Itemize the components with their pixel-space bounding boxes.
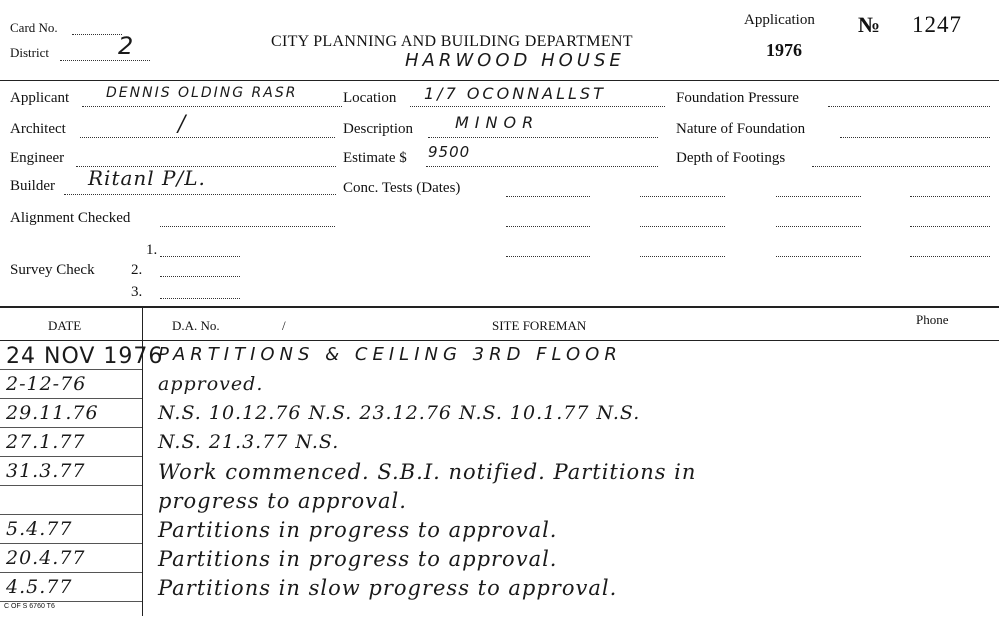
- conc-line-3a: [506, 256, 590, 257]
- row-rule: [0, 456, 142, 457]
- form-code: C OF S 6760 T6: [4, 603, 55, 610]
- architect-value: /: [178, 112, 187, 137]
- row-rule: [0, 427, 142, 428]
- survey-3-line: [160, 298, 240, 299]
- depth-footings-label: Depth of Footings: [676, 150, 786, 166]
- row-date: 24 NOV 1976: [6, 344, 164, 369]
- row-rule: [0, 514, 142, 515]
- description-value: MINOR: [455, 113, 540, 132]
- conc-line-2c: [776, 226, 861, 227]
- survey-1-label: 1.: [146, 242, 158, 258]
- survey-label: Survey Check: [10, 262, 95, 278]
- district-line: [60, 60, 150, 61]
- location-value: 1/7 OCONNALLST: [424, 84, 606, 103]
- col-slash-header: /: [282, 318, 286, 333]
- applicant-value: DENNIS OLDING RASR: [106, 85, 298, 101]
- district-label: District: [10, 45, 49, 60]
- row-rule: [0, 485, 142, 486]
- conc-line-2b: [640, 226, 725, 227]
- district-value: 2: [118, 32, 137, 60]
- row-rule: [0, 398, 142, 399]
- row-entry: Partitions in slow progress to approval.: [158, 576, 618, 600]
- application-label: Application: [744, 12, 815, 28]
- description-label: Description: [343, 121, 413, 137]
- col-phone-header: Phone: [916, 312, 949, 327]
- row-date: 27.1.77: [6, 431, 86, 453]
- conc-line-2a: [506, 226, 590, 227]
- applicant-label: Applicant: [10, 90, 70, 106]
- alignment-label: Alignment Checked: [10, 210, 131, 226]
- row-date: 5.4.77: [6, 518, 73, 540]
- alignment-line: [160, 226, 335, 227]
- conc-line-1d: [910, 196, 990, 197]
- builder-label: Builder: [10, 178, 55, 194]
- row-date: 31.3.77: [6, 460, 86, 482]
- department-title: CITY PLANNING AND BUILDING DEPARTMENT: [271, 33, 633, 50]
- conc-line-2d: [910, 226, 990, 227]
- conc-line-3b: [640, 256, 725, 257]
- description-line: [428, 137, 658, 138]
- row-rule: [0, 572, 142, 573]
- builder-value: Ritanl P/L.: [88, 166, 206, 190]
- card-no-line: [72, 34, 122, 35]
- row-entry: Work commenced. S.B.I. notified. Partitions in: [158, 460, 697, 484]
- col-date-header: DATE: [48, 318, 82, 333]
- col-foreman-header: SITE FOREMAN: [492, 318, 587, 333]
- conc-tests-label: Conc. Tests (Dates): [343, 180, 461, 196]
- architect-line: [80, 137, 335, 138]
- row-rule: [0, 601, 142, 602]
- header-rule: [0, 80, 999, 81]
- conc-line-3c: [776, 256, 861, 257]
- survey-2-label: 2.: [131, 262, 143, 278]
- nature-foundation-label: Nature of Foundation: [676, 121, 806, 137]
- card-no-label: Card No.: [10, 20, 58, 35]
- application-year: 1976: [766, 40, 802, 60]
- architect-label: Architect: [10, 121, 66, 137]
- row-entry: PARTITIONS & CEILING 3RD FLOOR: [158, 344, 622, 365]
- survey-1-line: [160, 256, 240, 257]
- estimate-line: [426, 166, 658, 167]
- depth-footings-line: [812, 166, 990, 167]
- nature-foundation-line: [840, 137, 990, 138]
- conc-line-1c: [776, 196, 861, 197]
- location-line: [410, 106, 665, 107]
- conc-line-3d: [910, 256, 990, 257]
- row-rule: [0, 369, 142, 370]
- foundation-pressure-line: [828, 106, 990, 107]
- survey-2-line: [160, 276, 240, 277]
- builder-line: [64, 194, 336, 195]
- row-entry: approved.: [158, 373, 264, 395]
- engineer-label: Engineer: [10, 150, 65, 166]
- row-date: 4.5.77: [6, 576, 73, 598]
- table-top-rule: [0, 306, 999, 308]
- row-date: 29.11.76: [6, 402, 99, 424]
- row-entry: N.S. 21.3.77 N.S.: [158, 431, 340, 453]
- row-date: 2-12-76: [6, 373, 87, 395]
- row-rule: [0, 543, 142, 544]
- row-entry: N.S. 10.12.76 N.S. 23.12.76 N.S. 10.1.77 N.S.: [158, 402, 641, 424]
- location-label: Location: [343, 90, 397, 106]
- row-entry: progress to approval.: [158, 489, 407, 513]
- survey-3-label: 3.: [131, 284, 143, 300]
- row-entry: Partitions in progress to approval.: [158, 518, 558, 542]
- applicant-line: [82, 106, 342, 107]
- header-row-rule: [0, 340, 999, 341]
- foundation-pressure-label: Foundation Pressure: [676, 90, 799, 106]
- conc-line-1a: [506, 196, 590, 197]
- number-symbol: №: [858, 12, 881, 37]
- col-da-header: D.A. No.: [172, 318, 220, 333]
- building-name: HARWOOD HOUSE: [405, 50, 625, 71]
- conc-line-1b: [640, 196, 725, 197]
- estimate-label: Estimate $: [343, 150, 407, 166]
- application-number: 1247: [912, 12, 962, 37]
- estimate-value: 9500: [428, 143, 471, 161]
- row-date: 20.4.77: [6, 547, 86, 569]
- row-entry: Partitions in progress to approval.: [158, 547, 558, 571]
